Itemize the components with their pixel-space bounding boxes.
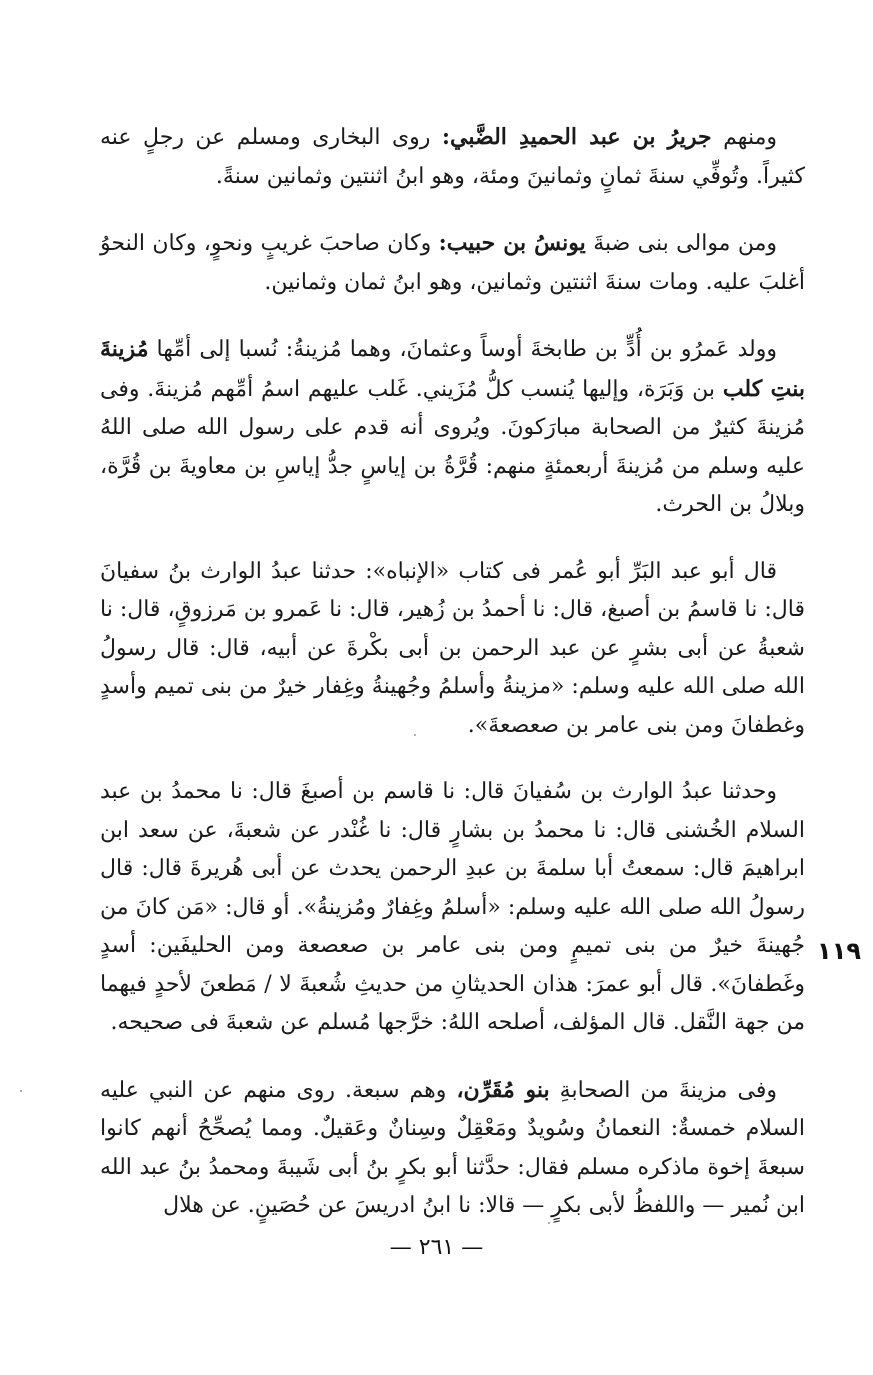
paragraph-hadith-1 <box>100 553 805 746</box>
manuscript-folio-number: ١١٩ <box>817 937 861 965</box>
paragraph-text: وحدثنا عبدُ الوارث بن سُفيانَ قال: نا قاسم بن أصبغَ قال: نا محمدُ بن عبد السلام الخُشنى قال: نا محمدُ بن بشارٍ قال: نا غُنْدر عن شعبةَ، عن سعد ابن ابراهيمَ قال: سمعتُ أبا سلمةَ بن عبدِ الرحمن يحدث عن أبى هُريرةَ قال: قال رسولُ الله صلى الله عليه وسلم: «أسلمُ وغِفارٌ ومُزينةُ». أو قال: «مَن كانَ من جُهينةَ خيرٌ من بنى تميمٍ ومن بنى عامر بن صعصعة ومن الحليفَين: أسدٍ وغَطفانَ». قال أبو عمرَ: هذان الحديثانِ من حديثِ شُعبةَ لا / مَطعنَ لأحدٍ فيهما من جهة النَّقل. قال المؤلف، أصلحه اللهُ: خرَّجها مُسلم عن شعبةَ فى صحيحه. <box>100 779 805 1035</box>
page-number: — ٢٦١ — <box>389 1235 484 1260</box>
scan-speck <box>20 1090 22 1092</box>
paragraph-muzayna <box>100 330 805 525</box>
paragraph-yunus <box>100 224 805 302</box>
paragraph-text: روى البخارى ومسلم عن رجلٍ عنه كثيراً. وتُوفِّي سنةَ ثمانٍ وثمانينَ ومئة، وهو ابنُ اثنتين وثمانين سنةً. <box>100 125 805 189</box>
paragraph-text: بن وَبَرَة، وإليها يُنسب كلُّ مُزَيني. غَلب عليهم اسمُ أمِّهم مُزينةَ. وفى مُزينةَ كثيرٌ من الصحابة مبارَكونَ. ويُروى أنه قدم على رسول الله صلى اللهُ عليه وسلم من مُزينةَ أربعمئةٍ منهم: قُرَّةُ بن إياسٍ جدُّ إياسِ بن معاويةَ بن قُرَّة، وبلالُ بن الحرث. <box>100 376 805 517</box>
scan-speck <box>548 1222 550 1224</box>
entry-name: يونسُ بن حبيب: <box>438 230 586 256</box>
paragraph-jarir <box>100 118 805 196</box>
scan-speck <box>414 734 416 736</box>
entry-name: جريرُ بن عبد الحميدِ الضَّبي: <box>441 124 712 150</box>
paragraph-intro: ومن موالى بنى ضبةَ <box>585 231 777 256</box>
paragraph-hadith-2 <box>100 773 805 1043</box>
paragraph-text: قال أبو عبد البَرِّ أبو عُمر فى كتاب «الإنباه»: حدثنا عبدُ الوارث بنُ سفيانَ قال: نا قاسمُ بن أصبغ، قال: نا أحمدُ بن زُهير، قال: نا عَمرو بن مَرزوقٍ، قال: نا شعبةُ عن أبى بشرٍ عن عبد الرحمن بن أبى بكْرةَ عن أبيه، قال: قال رسولُ الله صلى الله عليه وسلم: «مزينةُ وأسلمُ وجُهينةُ وغِفار خيرٌ من بنى تميم وأسدٍ وغطفانَ ومن بنى عامر بن صعصعةَ». <box>100 558 805 738</box>
paragraph-banu-muqarrin <box>100 1071 805 1226</box>
entry-name: مُزينةَ بنتِ كلب <box>100 336 805 402</box>
paragraph-text: وهم سبعة. روى منهم عن النبي عليه السلام خمسةٌ: النعمانُ وسُويدٌ ومَعْقِلٌ وسِنانٌ وعَقيلٌ. ومما يُصحِّحُ أنهم كانوا سبعةَ إخوة ماذكره مسلم فقال: حدَّثنا أبو بكرٍ بنُ أبى شَيبةَ ومحمدُ بنُ عبد الله ابن نُمير — واللفظُ لأبى بكرٍ — قالا: نا ابنُ ادريسَ عن حُصَينٍ. عن هلال <box>100 1077 805 1218</box>
paragraph-intro: وفى مزينةَ من الصحابةِ <box>549 1077 777 1103</box>
paragraph-intro: ومنهم <box>711 125 777 150</box>
paragraph-text: وكان صاحبَ غريبٍ ونحوٍ، وكان النحوُ أغلبَ عليه. ومات سنةَ اثنتين وثمانين، وهو ابنُ ثمان وثمانين. <box>100 231 805 295</box>
main-text <box>100 118 805 1254</box>
paragraph-intro: وولد عَمرُو بن أُدٍّ بن طابخةَ أوساً وعثمانَ، وهما مُزينةُ: نُسبا إلى أمِّها <box>148 337 777 362</box>
entry-name: بنو مُقَرِّن، <box>456 1076 550 1103</box>
